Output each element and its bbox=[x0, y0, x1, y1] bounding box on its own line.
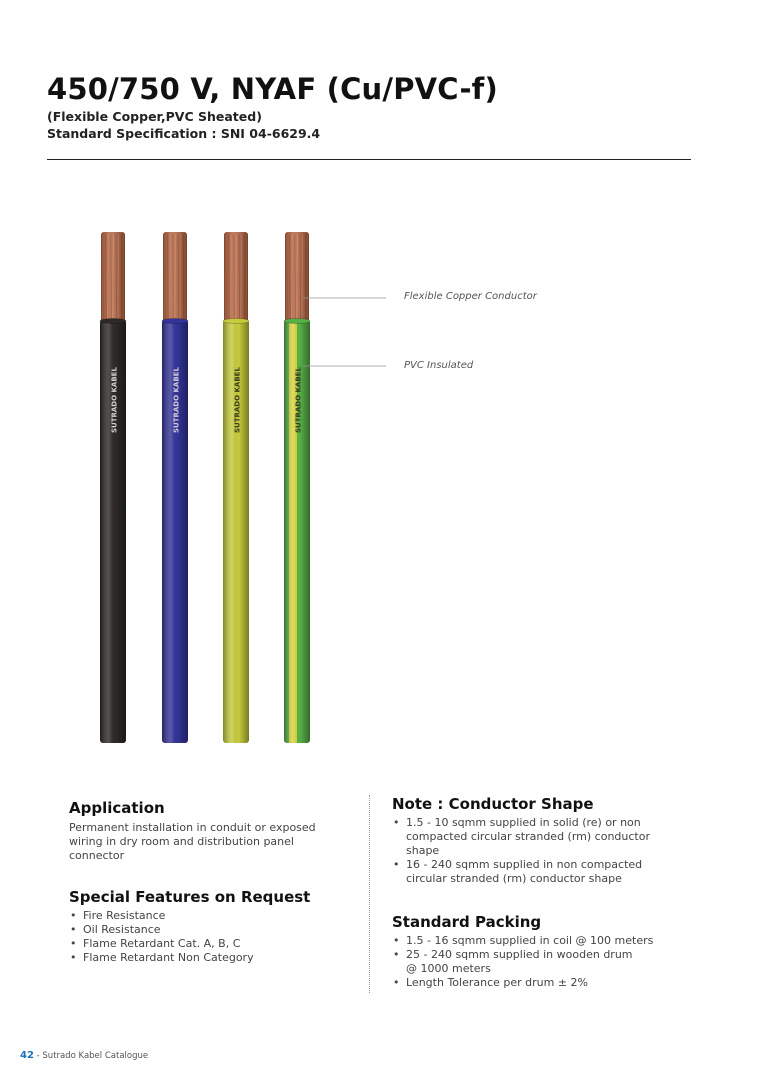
application-line: Permanent installation in conduit or exposed bbox=[69, 821, 316, 834]
subtitle-standard: Standard Specification : SNI 04-6629.4 bbox=[47, 126, 321, 141]
conductor-callout-label: Flexible Copper Conductor bbox=[404, 291, 537, 302]
list-item bbox=[392, 858, 650, 886]
note-line: circular stranded (rm) conductor shape bbox=[406, 872, 622, 885]
subtitle-construction: (Flexible Copper,PVC Sheated) bbox=[47, 109, 262, 124]
cable-4 bbox=[284, 232, 310, 743]
cable-2 bbox=[162, 232, 188, 743]
note-line: • 1.5 - 10 sqmm supplied in solid (re) or non bbox=[406, 816, 641, 829]
list-item: • Flame Retardant Non Category bbox=[69, 951, 254, 965]
note-list bbox=[392, 816, 650, 886]
insulation-rim bbox=[284, 319, 310, 324]
application-heading: Application bbox=[69, 799, 165, 817]
cable-1 bbox=[100, 232, 126, 743]
copper-shading bbox=[101, 232, 125, 324]
cable-brand-text: SUTRADO KABEL bbox=[110, 367, 119, 433]
list-item: • Flame Retardant Cat. A, B, C bbox=[69, 937, 254, 951]
insulation-callout-label: PVC Insulated bbox=[404, 360, 474, 371]
list-item bbox=[392, 948, 653, 976]
copper-shading bbox=[163, 232, 187, 324]
insulation-rim bbox=[162, 319, 188, 324]
list-item: • Oil Resistance bbox=[69, 923, 254, 937]
packing-heading: Standard Packing bbox=[392, 913, 542, 931]
insulation-rim bbox=[223, 319, 249, 324]
copper-shading bbox=[285, 232, 309, 324]
catalogue-name: Sutrado Kabel Catalogue bbox=[42, 1051, 149, 1061]
cable-brand-text: SUTRADO KABEL bbox=[294, 367, 303, 433]
packing-list bbox=[392, 934, 653, 990]
copper-shading bbox=[224, 232, 248, 324]
cable-brand-text: SUTRADO KABEL bbox=[172, 367, 181, 433]
list-item bbox=[392, 816, 650, 858]
cable-brand-text: SUTRADO KABEL bbox=[233, 367, 242, 433]
page-title: 450/750 V, NYAF (Cu/PVC-f) bbox=[47, 72, 498, 106]
page-footer bbox=[20, 1050, 148, 1061]
special-features-list bbox=[69, 909, 254, 965]
special-features-heading: Special Features on Request bbox=[69, 888, 311, 906]
note-line: • 16 - 240 sqmm supplied in non compacted bbox=[406, 858, 643, 871]
column-divider bbox=[369, 795, 370, 993]
note-line: compacted circular stranded (rm) conductor bbox=[406, 830, 650, 843]
cable-3 bbox=[223, 232, 249, 743]
list-item: • 1.5 - 16 sqmm supplied in coil @ 100 meters bbox=[392, 934, 653, 948]
note-heading: Note : Conductor Shape bbox=[392, 795, 594, 813]
note-line: shape bbox=[406, 844, 440, 857]
list-item: • Length Tolerance per drum ± 2% bbox=[392, 976, 653, 990]
footer-separator: - bbox=[33, 1051, 43, 1061]
application-line: wiring in dry room and distribution panel bbox=[69, 835, 294, 848]
list-item: • Fire Resistance bbox=[69, 909, 254, 923]
application-line: connector bbox=[69, 849, 125, 862]
page-number: 42 bbox=[20, 1050, 34, 1061]
packing-line: @ 1000 meters bbox=[406, 962, 491, 975]
packing-line: • 25 - 240 sqmm supplied in wooden drum bbox=[406, 948, 633, 961]
insulation-rim bbox=[100, 319, 126, 324]
application-text bbox=[69, 821, 316, 863]
cables-group bbox=[100, 232, 310, 743]
